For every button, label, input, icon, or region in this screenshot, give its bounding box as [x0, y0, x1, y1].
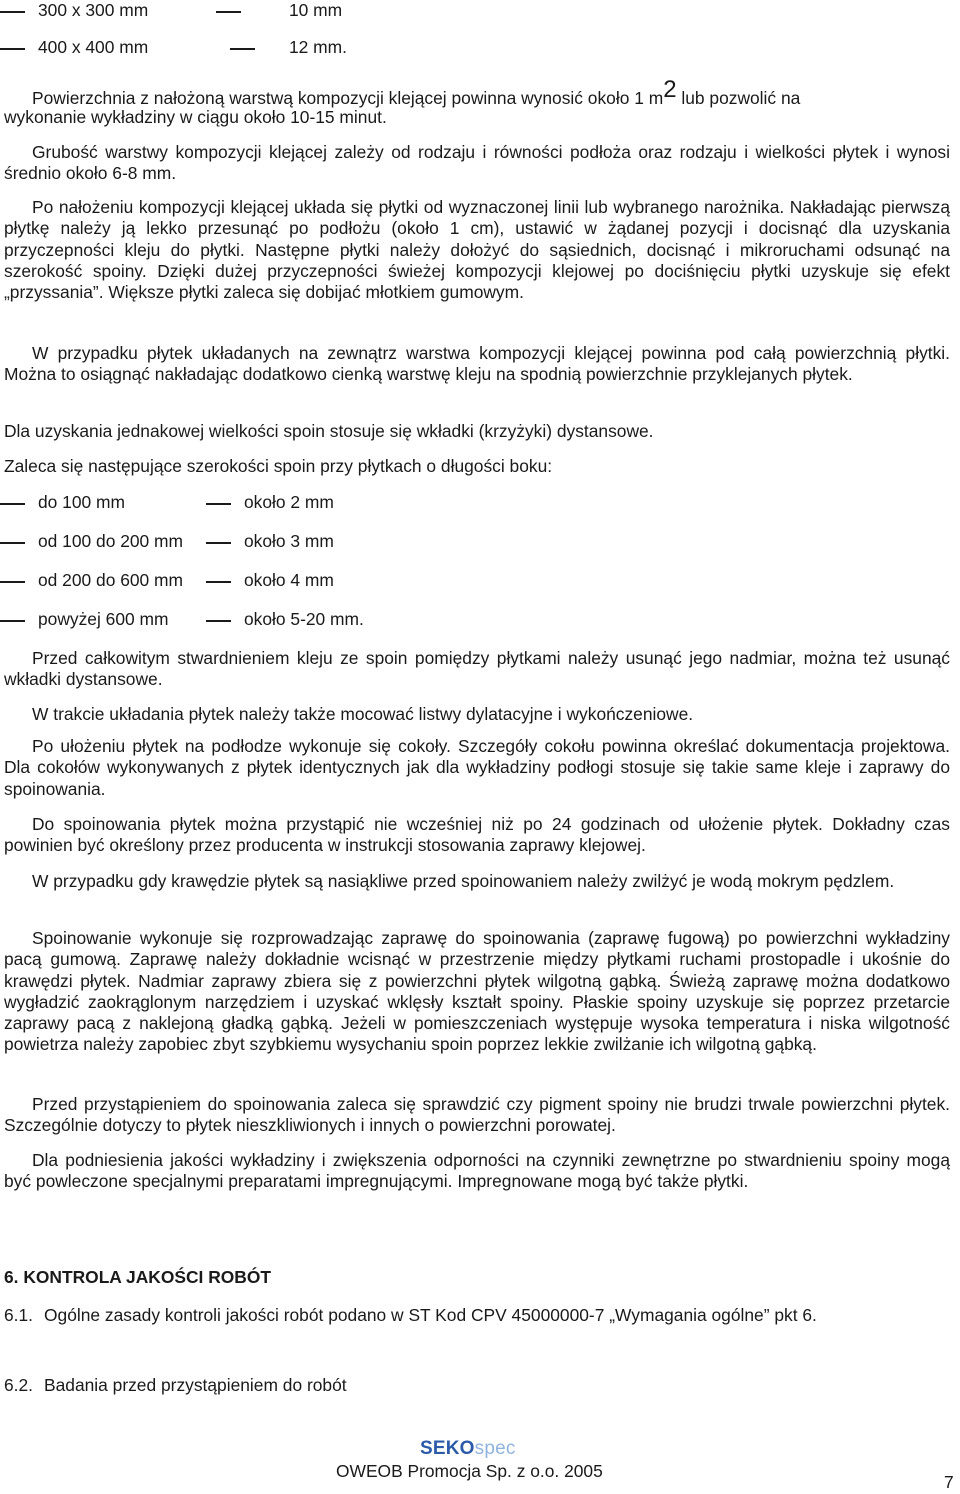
- subsection-text: Badania przed przystąpieniem do robót: [44, 1375, 347, 1395]
- paragraph-text: Powierzchnia z nałożoną warstwą kompozycji klejącej powinna wynosić około 1 m: [32, 88, 664, 108]
- joint-width: około 4 mm: [244, 570, 334, 590]
- subsection-number: 6.2.: [4, 1375, 34, 1395]
- paragraph-spacers: Dla uzyskania jednakowej wielkości spoin stosuje się wkładki (krzyżyki) dystansowe.: [4, 421, 654, 441]
- paragraph-grouting-method: Spoinowanie wykonuje się rozprowadzając zaprawę do spoinowania (zaprawę fugową) po powierzchni wykładziny pacą gumową. Zaprawę należy dokładnie wcisnąć w przestrzenie między płytkami ruchami prostopadle i ukośnie do krawędzi płytek. Nadmiar zaprawy zbiera się z powierzchni płytek wilgotną gąbką. Świeżą zaprawę można dodatkowo wygładzić zaokrąglonym narzędziem i uzyskać wklęsły kształt spoiny. Płaskie spoiny uzyskuje się poprzez przetarcie zaprawy pacą z naklejoną gładką gąbką. Jeżeli w pomieszczeniach występuje wysoka temperatura i niska wilgotność powietrza należy zapobiec zbyt szybkiemu wysychaniu spoin poprzez lekkie zwilżanie ich wilgotną gąbką.: [4, 928, 950, 1055]
- list-dash: [0, 620, 25, 622]
- paragraph-expansion-strips: W trakcie układania płytek należy także mocować listwy dylatacyjne i wykończeniowe.: [32, 704, 694, 724]
- footer-logo-part2: spec: [474, 1438, 516, 1459]
- section-heading: 6. KONTROLA JAKOŚCI ROBÓT: [4, 1267, 271, 1287]
- paragraph-joint-widths: Zaleca się następujące szerokości spoin przy płytkach o długości boku:: [4, 456, 553, 476]
- list-item-size: 300 x 300 mm: [38, 0, 149, 20]
- list-dash: [206, 581, 231, 583]
- list-dash: [0, 48, 25, 50]
- paragraph-wet-edges: W przypadku gdy krawędzie płytek są nasiąkliwe przed spoinowaniem należy zwilżyć je wodą mokrym pędzlem.: [32, 871, 895, 891]
- paragraph-skirting: Po ułożeniu płytek na podłodze wykonuje się cokoły. Szczegóły cokołu powinna określać dokumentacja projektowa. Dla cokołów wykonywanych z płytek identycznych jak dla wykładziny podłogi stosuje się takie same kleje i zaprawy do spoinowania.: [4, 736, 950, 799]
- list-dash: [216, 11, 241, 13]
- footer-company: OWEOB Promocja Sp. z o.o. 2005: [336, 1461, 603, 1481]
- joint-length: do 100 mm: [38, 492, 125, 512]
- page-number: 7: [944, 1472, 954, 1492]
- footer-logo: [420, 1438, 516, 1459]
- list-dash: [206, 620, 231, 622]
- paragraph-adhesive-area: [4, 76, 950, 109]
- paragraph-impregnation: Dla podniesienia jakości wykładziny i zwiększenia odporności na czynniki zewnętrzne po stwardnieniu spoiny mogą być powleczone specjalnymi preparatami impregnującymi. Impregnowane mogą być także płytki.: [4, 1150, 950, 1192]
- list-dash: [230, 48, 255, 50]
- paragraph-outdoor-tiles: W przypadku płytek układanych na zewnątrz warstwa kompozycji klejącej powinna pod całą powierzchnią płytki. Można to osiągnąć nakładając dodatkowo cienką warstwę kleju na spodnią powierzchnie przyklejanych płytek.: [4, 343, 950, 385]
- paragraph-layer-thickness: Grubość warstwy kompozycji klejącej zależy od rodzaju i równości podłoża oraz rodzaju i wielkości płytek i wynosi średnio około 6-8 mm.: [4, 142, 950, 184]
- paragraph-remove-excess: Przed całkowitym stwardnieniem kleju ze spoin pomiędzy płytkami należy usunąć jego nadmiar, można też usunąć wkładki dystansowe.: [4, 648, 950, 690]
- paragraph-laying-tiles: Po nałożeniu kompozycji klejącej układa się płytki od wyznaczonej linii lub wybranego narożnika. Nakładając pierwszą płytkę należy ją lekko przesunąć po podłożu (około 1 cm), ustawić w żądanej pozycji i docisnąć dla uzyskania przyczepności kleju do płytki. Następne płytki należy dołożyć do sąsiednich, docisnąć i mikroruchami odsunąć na szerokość spoiny. Dzięki dużej przyczepności świeżej kompozycji klejowej po dociśnięciu płytki uzyskuje się efekt „przyssania”. Większe płytki zaleca się dobijać młotkiem gumowym.: [4, 197, 950, 303]
- list-dash: [206, 503, 231, 505]
- list-dash: [0, 11, 25, 13]
- joint-length: powyżej 600 mm: [38, 609, 169, 629]
- joint-length: od 200 do 600 mm: [38, 570, 184, 590]
- list-dash: [0, 503, 25, 505]
- list-dash: [206, 542, 231, 544]
- list-dash: [0, 542, 25, 544]
- joint-width: około 3 mm: [244, 531, 334, 551]
- joint-length: od 100 do 200 mm: [38, 531, 184, 551]
- list-item-size: 400 x 400 mm: [38, 37, 149, 57]
- list-dash: [0, 581, 25, 583]
- paragraph-grouting-time: Do spoinowania płytek można przystąpić nie wcześniej niż po 24 godzinach od ułożenie płytek. Dokładny czas powinien być określony przez producenta w instrukcji stosowania zaprawy klejowej.: [4, 814, 950, 856]
- paragraph-adhesive-area-cont: wykonanie wykładziny w ciągu około 10-15 minut.: [4, 107, 387, 127]
- paragraph-pigment-check: Przed przystąpieniem do spoinowania zaleca się sprawdzić czy pigment spoiny nie brudzi trwale powierzchni płytek. Szczególnie dotyczy to płytek nieszkliwionych i innych o powierzchni porowatej.: [4, 1094, 950, 1136]
- subsection-text: Ogólne zasady kontroli jakości robót podano w ST Kod CPV 45000000-7 „Wymagania ogólne” pkt 6.: [44, 1305, 817, 1325]
- joint-width: około 2 mm: [244, 492, 334, 512]
- subsection-number: 6.1.: [4, 1305, 34, 1325]
- list-item-value: 10 mm: [289, 0, 343, 20]
- subsection-6-1: [4, 1305, 817, 1326]
- subsection-6-2: [4, 1375, 347, 1396]
- footer-logo-part1: SEKO: [420, 1438, 475, 1459]
- list-item-value: 12 mm.: [289, 37, 347, 57]
- paragraph-text: lub pozwolić na: [676, 88, 801, 108]
- superscript: 2: [663, 76, 677, 103]
- joint-width: około 5-20 mm.: [244, 609, 364, 629]
